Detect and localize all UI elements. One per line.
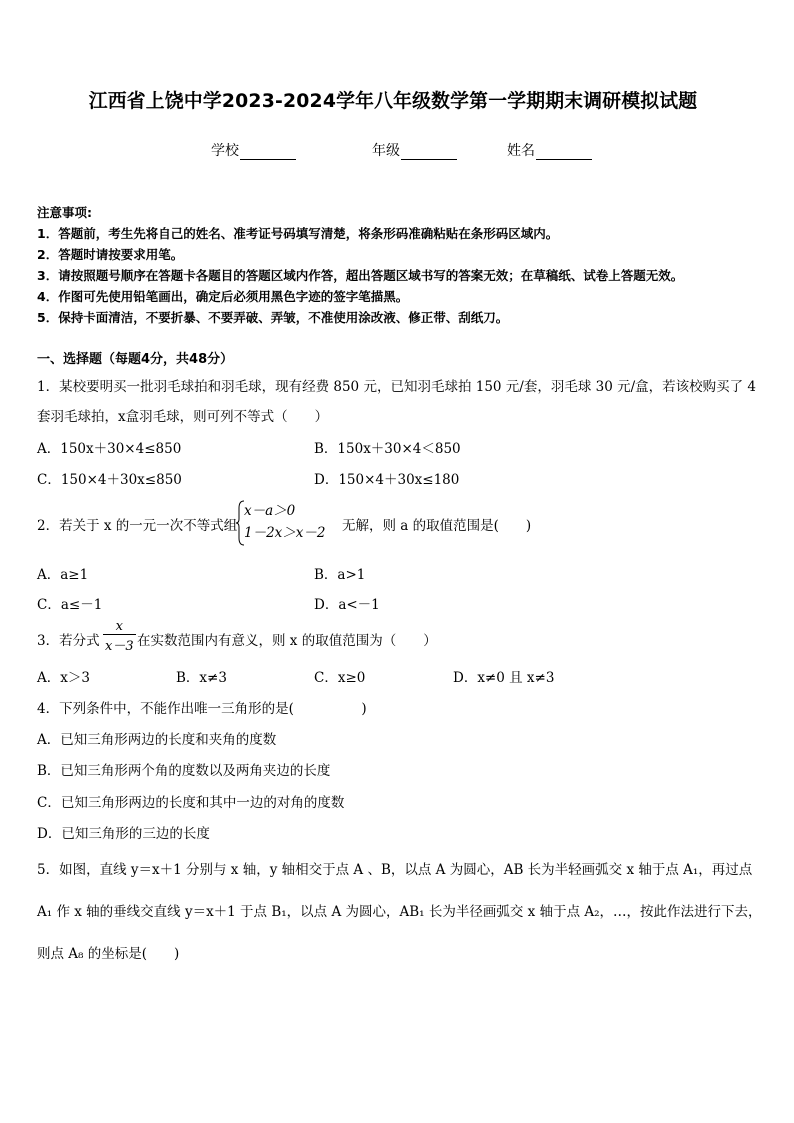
q4-option-c: C．已知三角形两边的长度和其中一边的对角的度数 — [37, 795, 345, 811]
fraction-numerator: x — [103, 619, 136, 635]
name-field: 姓名 — [507, 140, 592, 160]
q4-option-d: D．已知三角形的三边的长度 — [37, 826, 210, 842]
q5-line2: A₁ 作 x 轴的垂线交直线 y＝x＋1 于点 B₁，以点 A 为圆心，AB₁ 长为半径画弧交 x 轴于点 A₂，…，按此作法进行下去， — [37, 904, 762, 920]
school-field: 学校 — [211, 140, 296, 160]
school-blank — [240, 145, 296, 160]
system-row-1: x－a＞0 — [244, 503, 296, 519]
section-heading: 一、选择题（每题4分，共48分） — [37, 352, 234, 367]
q3-option-b: B．x≠3 — [176, 670, 227, 686]
q2-option-a: A．a≥1 — [37, 567, 89, 583]
q1-line2: 套羽毛球拍，x盒羽毛球，则可列不等式（ ） — [37, 409, 329, 425]
q4-option-b: B．已知三角形两个角的度数以及两角夹边的长度 — [37, 763, 331, 779]
q1-option-a: A．150x＋30×4≤850 — [37, 441, 182, 457]
system-row-2: 1－2x＞x－2 — [244, 525, 326, 541]
q2-suffix: 无解，则 a 的取值范围是( ) — [342, 518, 532, 534]
q1-option-d: D．150×4＋30x≤180 — [314, 472, 460, 488]
q3-option-d: D．x≠0 且 x≠3 — [453, 670, 555, 686]
q1-option-b: B．150x＋30×4＜850 — [314, 441, 461, 457]
q3-option-a: A．x＞3 — [37, 670, 90, 686]
note-item: 2．答题时请按要求用笔。 — [37, 247, 184, 262]
q3-prefix: 3．若分式 — [37, 633, 100, 649]
name-blank — [536, 145, 592, 160]
page-title: 江西省上饶中学2023-2024学年八年级数学第一学期期末调研模拟试题 — [88, 90, 698, 112]
q2-option-d: D．a<－1 — [314, 597, 380, 613]
q1-line1: 1．某校要明买一批羽毛球拍和羽毛球，现有经费 850 元，已知羽毛球拍 150 元/套，羽毛球 30 元/盒，若该校购买了 4 — [37, 379, 757, 395]
note-item: 5．保持卡面清洁，不要折暴、不要弄破、弄皱，不准使用涂改液、修正带、刮纸刀。 — [37, 310, 509, 325]
q1-option-c: C．150×4＋30x≤850 — [37, 472, 182, 488]
note-item: 3．请按照题号顺序在答题卡各题目的答题区域内作答，超出答题区域书写的答案无效；在草稿纸、试卷上答题无效。 — [37, 268, 684, 283]
q3-fraction — [103, 619, 136, 654]
grade-field: 年级 — [372, 140, 457, 160]
note-item: 4．作图可先使用铅笔画出，确定后必须用黑色字迹的签字笔描黑。 — [37, 289, 409, 304]
note-item: 1．答题前，考生先将自己的姓名、准考证号码填写清楚，将条形码准确粘贴在条形码区域内。 — [37, 226, 559, 241]
notes-heading: 注意事项: — [37, 205, 92, 220]
q3-option-c: C．x≥0 — [314, 670, 366, 686]
q2-prefix: 2．若关于 x 的一元一次不等式组 — [37, 518, 238, 534]
q5-line3: 则点 A₈ 的坐标是( ) — [37, 946, 180, 962]
grade-blank — [401, 145, 457, 160]
q2-option-b: B．a>1 — [314, 567, 366, 583]
q3-suffix: 在实数范围内有意义，则 x 的取值范围为（ ） — [137, 633, 437, 649]
q4-stem: 4．下列条件中，不能作出唯一三角形的是( ) — [37, 701, 367, 717]
q4-option-a: A．已知三角形两边的长度和夹角的度数 — [37, 732, 277, 748]
q2-option-c: C．a≤－1 — [37, 597, 103, 613]
notes-block — [37, 202, 683, 328]
q5-line1: 5．如图，直线 y＝x＋1 分别与 x 轴，y 轴相交于点 A 、B，以点 A 为圆心，AB 长为半轻画弧交 x 轴于点 A₁，再过点 — [37, 862, 753, 878]
fraction-denominator: x－3 — [105, 639, 134, 654]
inequality-system — [244, 500, 326, 544]
